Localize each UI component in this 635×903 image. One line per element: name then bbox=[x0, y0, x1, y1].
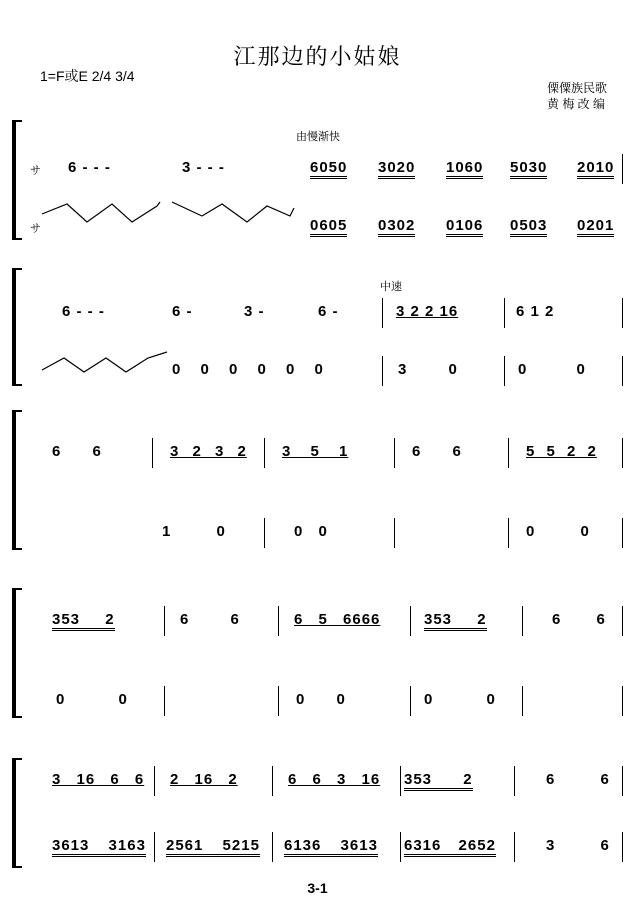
page-title: 江那边的小姑娘 bbox=[233, 44, 402, 69]
bar-line bbox=[504, 356, 505, 386]
measure: 6 6 bbox=[180, 611, 240, 628]
bar-line bbox=[394, 438, 395, 468]
bar-line bbox=[164, 606, 165, 636]
bar-line bbox=[622, 356, 623, 386]
measure: 0 0 bbox=[526, 523, 590, 540]
tempo-direction: 中速 bbox=[380, 281, 402, 293]
measure: 0 0 bbox=[294, 523, 328, 540]
measure: 6316 2652 bbox=[404, 837, 496, 857]
bar-line bbox=[394, 518, 395, 548]
measure: 353 2 bbox=[52, 611, 115, 631]
bar-line bbox=[508, 518, 509, 548]
measure: 0201 bbox=[577, 217, 614, 237]
score-system-1 bbox=[12, 120, 624, 240]
score-system-3 bbox=[12, 410, 624, 550]
measure: 1060 bbox=[446, 159, 483, 179]
measure: 5030 bbox=[510, 159, 547, 179]
upper-staff bbox=[32, 608, 624, 634]
bar-line bbox=[522, 606, 523, 636]
measure: 2010 bbox=[577, 159, 614, 179]
bar-line bbox=[278, 686, 279, 716]
measure: 3 6 bbox=[546, 837, 610, 854]
bar-line bbox=[382, 356, 383, 386]
measure: 3 - bbox=[244, 303, 265, 320]
measure: 6 - bbox=[172, 303, 193, 320]
measure: 0 0 bbox=[56, 691, 128, 708]
measure: 6 - - - bbox=[68, 159, 111, 176]
measure: 0 0 0 0 0 0 bbox=[172, 361, 324, 378]
instrument-label: サ bbox=[30, 165, 41, 177]
measure: 6 5 6666 bbox=[294, 611, 381, 628]
measure: 6 - - - bbox=[62, 303, 105, 320]
key-signature: 1=F或E 2/4 3/4 bbox=[40, 68, 135, 84]
lower-staff bbox=[32, 214, 624, 240]
bar-line bbox=[272, 832, 273, 862]
bar-line bbox=[164, 686, 165, 716]
bar-line bbox=[504, 298, 505, 328]
bar-line bbox=[622, 686, 623, 716]
measure: 6 6 bbox=[52, 443, 102, 460]
bar-line bbox=[622, 154, 623, 184]
system-brace bbox=[12, 268, 22, 386]
system-brace bbox=[12, 120, 22, 240]
bar-line bbox=[264, 518, 265, 548]
score-system-5 bbox=[12, 758, 624, 868]
lower-staff bbox=[32, 520, 624, 546]
upper-staff bbox=[32, 156, 624, 182]
measure: 3 0 bbox=[398, 361, 458, 378]
measure: 6 6 bbox=[412, 443, 462, 460]
bar-line bbox=[622, 518, 623, 548]
measure: 0503 bbox=[510, 217, 547, 237]
instrument-label: サ bbox=[30, 223, 41, 235]
measure: 3 16 6 6 bbox=[52, 771, 145, 788]
measure: 6050 bbox=[310, 159, 347, 179]
measure: 0 0 bbox=[296, 691, 346, 708]
measure: 0605 bbox=[310, 217, 347, 237]
measure: 353 2 bbox=[404, 771, 473, 791]
system-brace bbox=[12, 758, 22, 868]
measure: 2 16 2 bbox=[170, 771, 238, 788]
bar-line bbox=[410, 686, 411, 716]
bar-line bbox=[278, 606, 279, 636]
lower-staff bbox=[32, 834, 624, 860]
score-system-2 bbox=[12, 268, 624, 388]
measure: 6 1 2 bbox=[516, 303, 555, 320]
bar-line bbox=[622, 766, 623, 796]
measure: 6 6 bbox=[546, 771, 610, 788]
bar-line bbox=[622, 832, 623, 862]
bar-line bbox=[522, 686, 523, 716]
bar-line bbox=[622, 438, 623, 468]
system-brace bbox=[12, 410, 22, 550]
upper-staff bbox=[32, 300, 624, 326]
bar-line bbox=[622, 298, 623, 328]
score-credits bbox=[547, 80, 607, 112]
bar-line bbox=[264, 438, 265, 468]
upper-staff bbox=[32, 768, 624, 794]
measure: 6 6 3 16 bbox=[288, 771, 381, 788]
bar-line bbox=[622, 606, 623, 636]
upper-staff bbox=[32, 440, 624, 466]
measure: 353 2 bbox=[424, 611, 487, 631]
bar-line bbox=[400, 832, 401, 862]
bar-line bbox=[154, 832, 155, 862]
measure: 1 0 bbox=[162, 523, 226, 540]
measure: 3020 bbox=[378, 159, 415, 179]
bar-line bbox=[508, 438, 509, 468]
lower-staff bbox=[32, 358, 624, 384]
measure: 0106 bbox=[446, 217, 483, 237]
page-number: 3-1 bbox=[307, 880, 328, 896]
measure: 3 2 3 2 bbox=[170, 443, 247, 460]
measure: 0302 bbox=[378, 217, 415, 237]
bar-line bbox=[152, 438, 153, 468]
bar-line bbox=[514, 766, 515, 796]
measure: 0 0 bbox=[424, 691, 496, 708]
measure: 2561 5215 bbox=[166, 837, 260, 857]
bar-line bbox=[400, 766, 401, 796]
bar-line bbox=[154, 766, 155, 796]
bar-line bbox=[514, 832, 515, 862]
system-brace bbox=[12, 588, 22, 718]
lower-staff bbox=[32, 688, 624, 714]
bar-line bbox=[410, 606, 411, 636]
arranger-label: 黄 梅 改 编 bbox=[546, 97, 605, 111]
bar-line bbox=[272, 766, 273, 796]
score-system-4 bbox=[12, 588, 624, 718]
measure: 6 - bbox=[318, 303, 339, 320]
measure: 0 0 bbox=[518, 361, 586, 378]
measure: 6136 3613 bbox=[284, 837, 378, 857]
measure: 3 2 2 16 bbox=[396, 303, 459, 320]
measure: 3 - - - bbox=[182, 159, 225, 176]
measure: 5 5 2 2 bbox=[526, 443, 597, 460]
measure: 3 5 1 bbox=[282, 443, 349, 460]
origin-label: 傈僳族民歌 bbox=[546, 81, 607, 95]
measure: 6 6 bbox=[552, 611, 606, 628]
measure: 3613 3163 bbox=[52, 837, 146, 857]
bar-line bbox=[382, 298, 383, 328]
tempo-direction: 由慢渐快 bbox=[296, 131, 340, 143]
